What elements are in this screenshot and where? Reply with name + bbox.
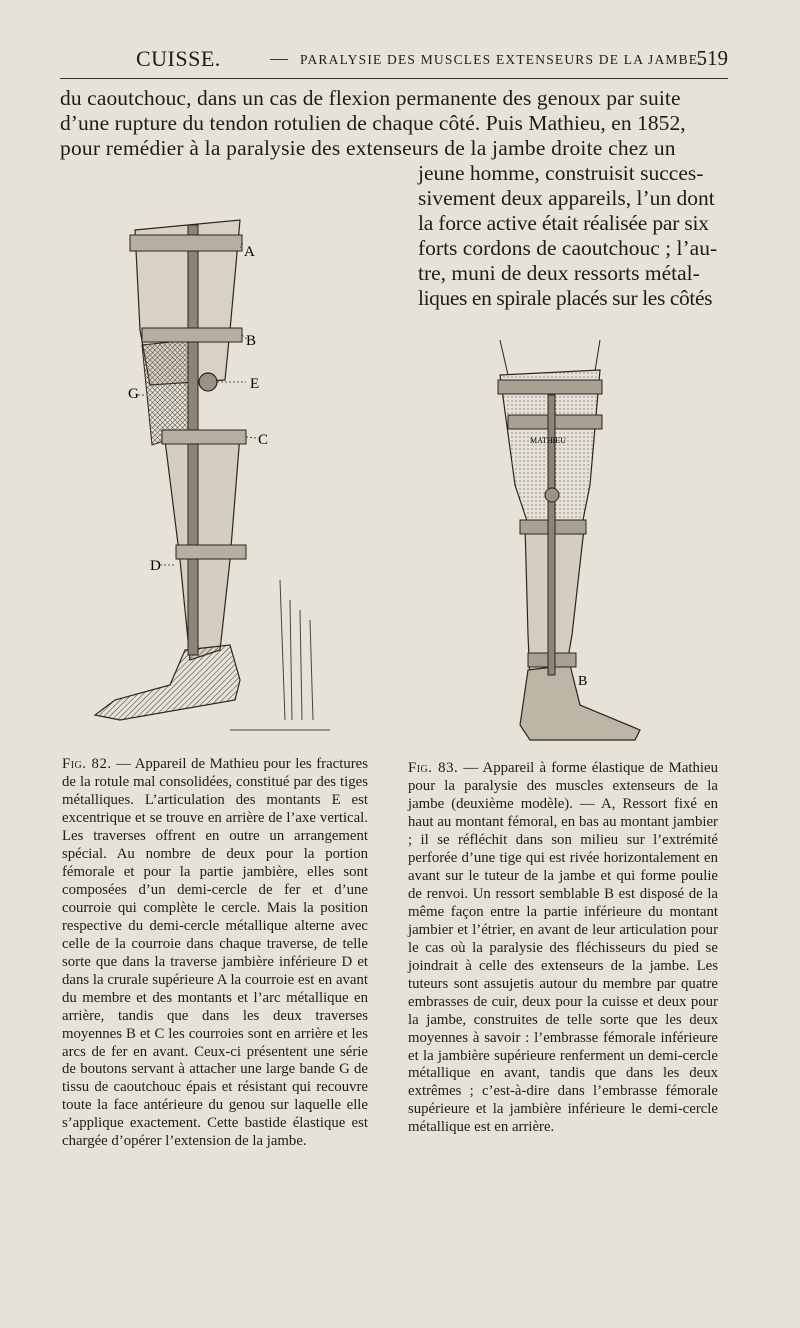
body-line: liques en spirale placés sur les côtés	[418, 286, 713, 310]
figure-83-caption	[408, 760, 718, 1137]
leg-brace-illustration	[80, 180, 330, 740]
caption-label: Fig. 83.	[408, 760, 459, 776]
chapter-title: PARALYSIE DES MUSCLES EXTENSEURS DE LA JAMBE.	[300, 52, 703, 67]
header-dash: —	[270, 48, 288, 68]
body-line: du caoutchouc, dans un cas de flexion permanente des genoux par suite	[60, 86, 681, 110]
figure-82-caption	[62, 756, 368, 1151]
body-line: tre, muni de deux ressorts métal-	[418, 261, 700, 285]
body-line: jeune homme, construisit succes-	[418, 161, 704, 185]
label-G: G	[128, 386, 139, 402]
body-line: forts cordons de caoutchouc ; l’au-	[418, 236, 718, 260]
label-D: D	[150, 558, 161, 574]
running-head	[60, 44, 728, 79]
figure-82-leg-brace	[80, 180, 330, 740]
elastic-brace-illustration	[490, 335, 660, 750]
figure-83-elastic-brace	[490, 335, 660, 750]
caption-text: — Appareil de Mathieu pour les fractures de la rotule mal consolidées, constitué par des tiges métalliques. L’articulation des montants E est excentrique et se trouve en arrière de l’axe vertical. Les traverses offrent en outre un arrangement spécial. Au nombre de deux pour la portion fémorale et pour la partie jambière, elles sont composées d’un demi-cercle de fer et d’une courroie qui complète le cercle. Mais la position respective du demi-cercle métallique alterne avec celle de la courroie dans chaque traverse, de telle sorte que dans la traverse jambière inférieure D et dans la crurale supérieure A la courroie est en avant du membre et des montants et l’arc métallique en arrière, tandis que dans les deux traverses moyennes B et C les courroies sont en arrière et les arcs de fer en avant. Ceux-ci présentent une série de boutons servant à attacher une large bande G de tissu de caoutchouc épais et résistant qui recouvre toute la face antérieure du genou sur laquelle elle s’applique exactement. Cette bastide élastique est chargée d’opérer l’extension de la jambe.	[62, 756, 368, 1150]
label-A: A	[244, 244, 255, 260]
section-title: CUISSE.	[136, 46, 221, 71]
caption-text: — Appareil à forme élastique de Mathieu pour la paralysie des muscles extenseurs de la jambe (deuxième modèle). — A, Ressort fixé en haut au montant fémoral, en bas au montant jambier ; il se réfléchit dans son milieu sur l’extrémité perforée d’une tige qui est rivée horizontalement en avant sur le tuteur de la jambe et qui forme poulie de renvoi. Un ressort semblable B est disposé de la même façon entre la partie inférieure du montant jambier et l’étrier, en avant de leur articulation pour le cas où la paralysie des fléchisseurs du pied se joindrait à celle des extenseurs de la jambe. Les tuteurs sont assujetis autour du membre par quatre embrasses de cuir, deux pour la cuisse et deux pour la jambe, construites de telle sorte que les deux moyennes à savoir : l’embrasse fémorale inférieure et la jambière supérieure renferment un demi-cercle métallique en avant, tandis que dans les deux extrêmes ; c’est-à-dire dans l’embrasse fémorale supérieure et la jambière inférieure le demi-cercle métallique est en arrière.	[408, 760, 718, 1136]
label-C: C	[258, 432, 269, 448]
label-B: B	[578, 674, 588, 689]
caption-label: Fig. 82.	[62, 756, 112, 772]
maker-stamp: MATHIEU	[530, 436, 566, 445]
page-number: 519	[696, 46, 728, 70]
label-E: E	[250, 376, 260, 392]
label-B: B	[246, 333, 257, 349]
body-line: sivement deux appareils, l’un dont	[418, 186, 715, 210]
body-line: la force active était réalisée par six	[418, 211, 709, 235]
body-line: pour remédier à la paralysie des extenseurs de la jambe droite chez un	[60, 136, 676, 160]
body-line: d’une rupture du tendon rotulien de chaque côté. Puis Mathieu, en 1852,	[60, 111, 686, 135]
